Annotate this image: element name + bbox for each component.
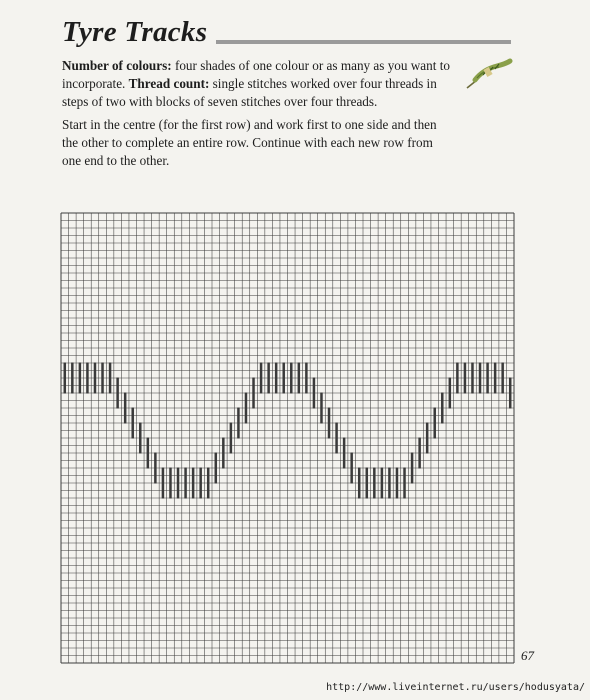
- thread-count-label: Thread count:: [128, 76, 210, 91]
- stitch: [298, 363, 301, 394]
- chart-grid: [61, 213, 514, 663]
- stitch: [109, 363, 112, 394]
- thread-count-text: single stitches worked over four threads in steps of two with blocks of seven stitches over four threads.: [62, 76, 437, 109]
- stitch: [456, 363, 459, 394]
- stitch: [335, 423, 338, 454]
- stitch: [207, 468, 210, 499]
- stitch: [139, 423, 142, 454]
- stitch: [350, 453, 353, 484]
- colours-text: four shades of one colour or as many as you want to incorporate.: [62, 58, 450, 91]
- stitch: [343, 438, 346, 469]
- stitch: [177, 468, 180, 499]
- source-url: http://www.liveinternet.ru/users/hodusyata/: [326, 682, 585, 693]
- stitch: [426, 423, 429, 454]
- stitch: [184, 468, 187, 499]
- stitch: [86, 363, 89, 394]
- colours-label: Number of colours:: [62, 58, 172, 73]
- method-paragraph: Start in the centre (for the first row) and work first to one side and then the other to complete an entire row. Continue with each new row from one end to the other.: [62, 117, 437, 168]
- stitch: [260, 363, 263, 394]
- page-number: 67: [521, 648, 534, 663]
- stitch: [215, 453, 218, 484]
- stitch: [313, 378, 316, 409]
- stitch: [486, 363, 489, 394]
- stitch: [501, 363, 504, 394]
- stitch: [101, 363, 104, 394]
- stitch: [381, 468, 384, 499]
- stitch: [230, 423, 233, 454]
- stitch: [464, 363, 467, 394]
- stitch: [358, 468, 361, 499]
- stitch: [131, 408, 134, 439]
- stitch: [411, 453, 414, 484]
- stitch: [471, 363, 474, 394]
- stitch: [290, 363, 293, 394]
- stitch: [388, 468, 391, 499]
- stitch: [199, 468, 202, 499]
- stitch: [366, 468, 369, 499]
- stitch: [237, 408, 240, 439]
- stitch: [509, 378, 512, 409]
- stitch: [449, 378, 452, 409]
- stitch: [64, 363, 67, 394]
- stitch: [305, 363, 308, 394]
- stitch: [328, 408, 331, 439]
- stitch: [403, 468, 406, 499]
- stitch: [162, 468, 165, 499]
- stitch: [154, 453, 157, 484]
- stitch: [418, 438, 421, 469]
- stitch: [222, 438, 225, 469]
- stitch: [494, 363, 497, 394]
- stitch: [192, 468, 195, 499]
- stitch: [433, 408, 436, 439]
- stitch: [441, 393, 444, 424]
- stitch: [245, 393, 248, 424]
- stitch: [94, 363, 97, 394]
- stitch: [147, 438, 150, 469]
- stitch: [275, 363, 278, 394]
- stitch: [124, 393, 127, 424]
- stitch: [282, 363, 285, 394]
- stitch: [116, 378, 119, 409]
- page-title: Tyre Tracks: [62, 16, 208, 48]
- stitch: [479, 363, 482, 394]
- stitch: [169, 468, 172, 499]
- stitch: [267, 363, 270, 394]
- stitch: [252, 378, 255, 409]
- stitch: [320, 393, 323, 424]
- stitch: [71, 363, 74, 394]
- stitch: [373, 468, 376, 499]
- stitch: [396, 468, 399, 499]
- stitch: [79, 363, 82, 394]
